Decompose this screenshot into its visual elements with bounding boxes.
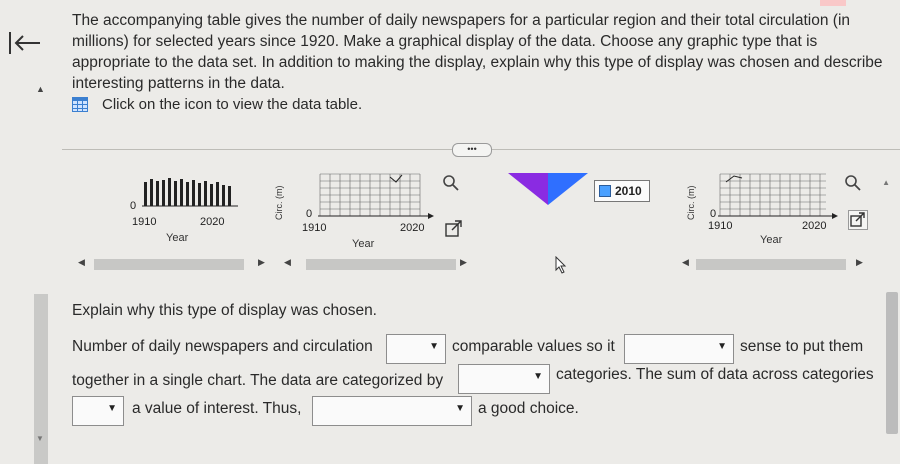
option-a-x-start: 1910 <box>132 216 157 228</box>
scroll-right-icon[interactable]: ▶ <box>856 257 863 267</box>
option-d-grid <box>706 172 856 222</box>
scrollbar-b[interactable] <box>280 256 470 274</box>
scroll-up-caret-icon[interactable]: ▲ <box>882 178 890 187</box>
scroll-left-icon[interactable]: ◀ <box>78 257 85 267</box>
dropdown-2[interactable] <box>624 334 734 364</box>
popout-icon-d[interactable] <box>848 210 868 230</box>
option-a-x-end: 2020 <box>200 216 225 228</box>
scroll-track-d[interactable] <box>696 259 846 270</box>
dropdown-caret-icon: ▼ <box>717 341 727 352</box>
sentence-3-after: a good choice. <box>478 400 579 417</box>
option-b-graph[interactable] <box>270 168 470 254</box>
option-b-x-label: Year <box>352 238 375 250</box>
legend-swatch <box>599 185 611 197</box>
option-b-y-zero: 0 <box>306 208 313 220</box>
scroll-track-a[interactable] <box>94 259 244 270</box>
option-d-x-end: 2020 <box>802 220 827 232</box>
sentence-1-middle: comparable values so it <box>452 338 615 355</box>
option-a-bars <box>140 176 240 216</box>
zoom-icon-b[interactable] <box>442 174 460 192</box>
option-b-x-end: 2020 <box>400 222 425 234</box>
expand-caret-icon[interactable]: ▼ <box>36 434 44 443</box>
option-d-x-label: Year <box>760 234 783 246</box>
problem-statement: The accompanying table gives the number of daily newspapers for a particular region and their total circulation (in millions) for selected years since 1920. Make a graphical display of the data. Choose any graphic type that is appropriate to the data set. In addition to making the display, explain why this type of display was chosen and describe interesting patterns in the data. <box>72 12 883 92</box>
mouse-cursor-icon <box>554 256 568 274</box>
popout-icon-b[interactable] <box>445 220 463 238</box>
dropdown-caret-icon: ▼ <box>533 371 543 382</box>
option-c-graph[interactable] <box>508 165 658 250</box>
dropdown-caret-icon: ▼ <box>455 403 465 414</box>
back-arrow-icon[interactable] <box>8 30 42 56</box>
more-button[interactable]: ••• <box>452 143 492 157</box>
sentence-1-before: Number of daily newspapers and circulation <box>72 338 373 355</box>
top-right-tab <box>820 0 846 6</box>
scroll-left-icon[interactable]: ◀ <box>682 257 689 267</box>
option-a-graph[interactable] <box>120 170 250 250</box>
option-c-legend <box>594 180 650 202</box>
zoom-icon-d[interactable] <box>844 174 862 192</box>
data-table-link-text[interactable]: Click on the icon to view the data table. <box>102 96 363 113</box>
option-d-graph[interactable] <box>684 168 854 254</box>
option-d-y-label: Circ. (m) <box>686 185 696 220</box>
explain-heading: Explain why this type of display was chosen. <box>72 302 377 319</box>
sentence-2-before: together in a single chart. The data are categorized by <box>72 372 444 389</box>
scroll-left-icon[interactable]: ◀ <box>284 257 291 267</box>
dropdown-3[interactable] <box>458 364 550 394</box>
option-d-y-zero: 0 <box>710 208 717 220</box>
scroll-right-icon[interactable]: ▶ <box>258 257 265 267</box>
data-table-icon[interactable] <box>72 97 88 112</box>
option-a-y-zero: 0 <box>130 200 137 212</box>
option-b-x-start: 1910 <box>302 222 327 234</box>
right-scrollbar[interactable] <box>886 292 898 434</box>
option-d-x-start: 1910 <box>708 220 733 232</box>
data-table-row <box>72 96 362 113</box>
sentence-3-middle: a value of interest. Thus, <box>132 400 302 417</box>
sentence-2-after: categories. The sum of data across categories <box>556 366 874 383</box>
scrollbar-a[interactable] <box>70 256 270 274</box>
scroll-track-b[interactable] <box>306 259 456 270</box>
scrollbar-d[interactable] <box>676 256 866 274</box>
option-b-y-label: Circ. (m) <box>274 185 284 220</box>
dropdown-caret-icon: ▼ <box>107 403 117 414</box>
option-a-x-label: Year <box>166 232 189 244</box>
dropdown-4[interactable] <box>72 396 124 426</box>
scroll-right-icon[interactable]: ▶ <box>460 257 467 267</box>
sentence-1-after: sense to put them <box>740 338 864 355</box>
dropdown-5[interactable] <box>312 396 472 426</box>
dropdown-caret-icon: ▼ <box>429 341 439 352</box>
collapse-caret-icon[interactable]: ▲ <box>36 84 45 94</box>
option-c-pie <box>508 165 588 205</box>
dropdown-1[interactable] <box>386 334 446 364</box>
option-c-legend-label: 2010 <box>615 184 642 198</box>
